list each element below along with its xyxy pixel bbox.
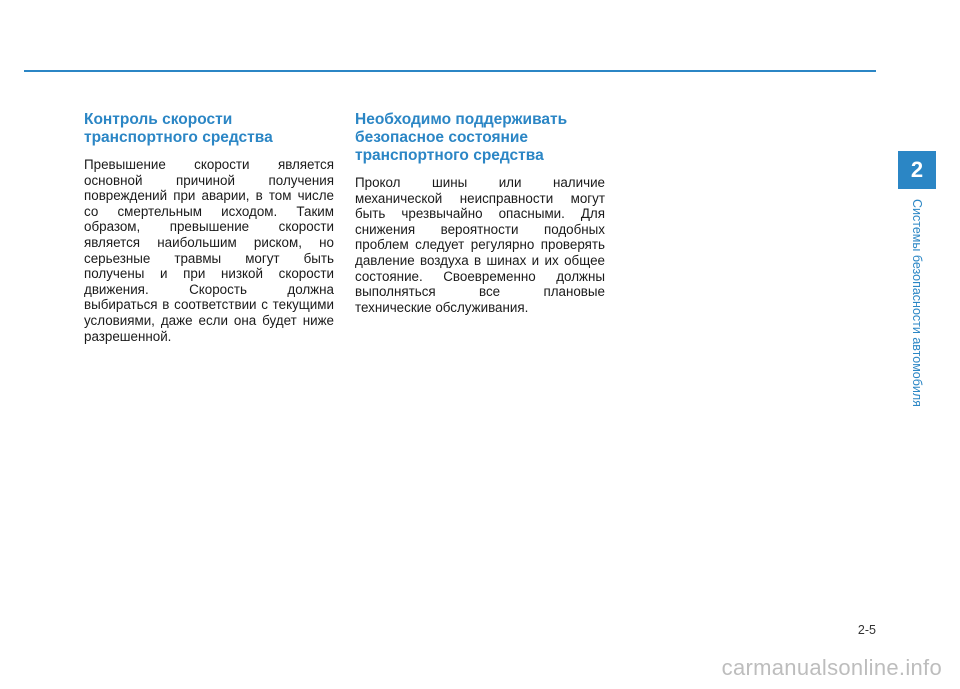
section-speed-control [84, 111, 334, 344]
section-vehicle-condition [355, 111, 605, 315]
text-line: снижения вероятности подобных [355, 221, 605, 237]
text-line: повреждений при аварии, в том [84, 188, 292, 204]
text-line: ниже разрешенной. [84, 312, 334, 344]
heading-line: Необходимо поддерживать [355, 111, 568, 128]
chapter-title-sidebar [898, 199, 936, 429]
text-line: Прокол шины или наличие [355, 175, 605, 190]
section-heading [355, 111, 605, 165]
text-line: Таким образом, превышение [84, 203, 334, 235]
text-line: скорости является наибольшим [84, 219, 334, 250]
text-line: основной причиной получения [84, 172, 334, 188]
text-line: условиями, даже если она будет [84, 312, 297, 328]
section-paragraph [355, 175, 605, 315]
text-line: шинах и их общее состояние. [355, 252, 605, 284]
text-line: Своевременно должны [443, 268, 605, 284]
heading-line: транспортного средства [84, 129, 273, 146]
chapter-title: Системы безопасности автомобиля [910, 199, 924, 407]
watermark: carmanualsonline.info [721, 655, 942, 680]
text-line: скорости движения. Скорость [84, 266, 334, 297]
section-heading [84, 111, 334, 147]
heading-line: Контроль скорости [84, 111, 233, 128]
chapter-number-tab: 2 [898, 151, 936, 189]
text-line: технические обслуживания. [355, 299, 529, 315]
header-divider [24, 70, 876, 72]
page-number: 2-5 [857, 623, 876, 637]
text-line: могут быть получены и при низкой [84, 250, 334, 282]
heading-line: безопасное состояние [355, 129, 529, 146]
text-line: риском, но серьезные травмы [84, 234, 334, 266]
text-line: проверять давление воздуха в [355, 237, 605, 268]
text-line: числе со смертельным исходом. [84, 188, 334, 219]
text-line: Превышение скорости является [84, 157, 334, 172]
section-paragraph [84, 157, 334, 344]
text-line: механической неисправности могут [355, 190, 605, 206]
text-line: быть чрезвычайно опасными. Для [355, 206, 605, 222]
text-line: соответствии с текущими [174, 297, 334, 313]
text-line: проблем следует регулярно [355, 237, 535, 253]
text-line: должна выбираться в [84, 281, 334, 313]
text-line: выполняться все плановые [355, 284, 605, 300]
heading-line: транспортного средства [355, 147, 544, 164]
